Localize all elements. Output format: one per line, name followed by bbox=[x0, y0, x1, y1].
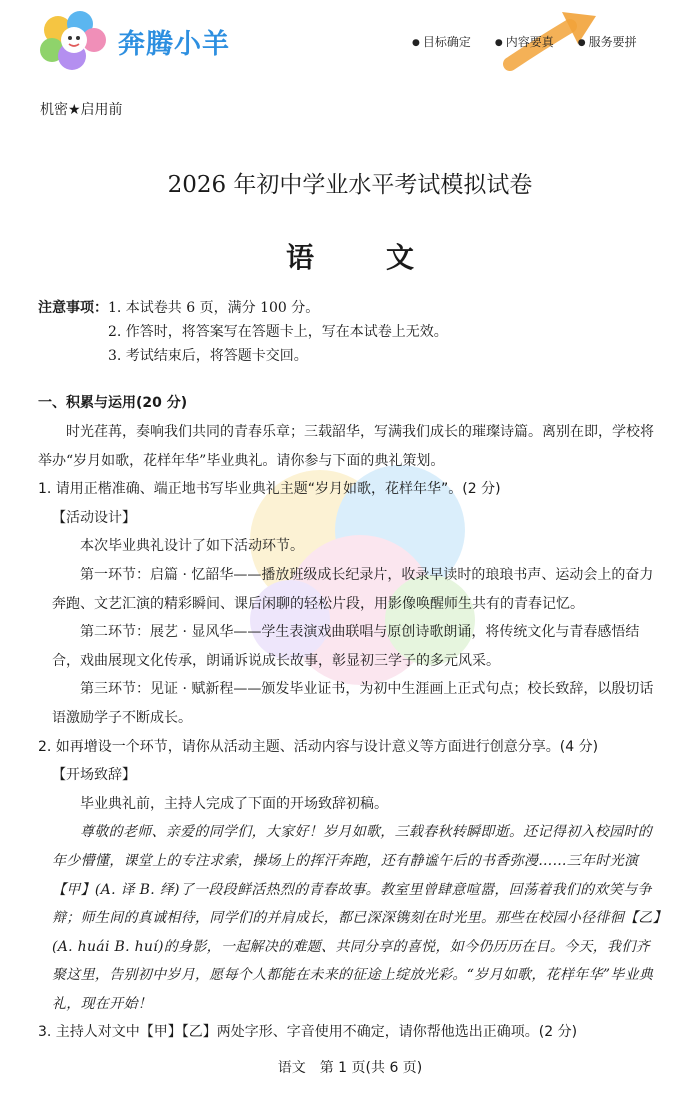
header-tags bbox=[412, 33, 637, 50]
question-1: 1. 请用正楷准确、端正地书写毕业典礼主题“岁月如歌，花样年华”。(2 分) bbox=[38, 481, 501, 498]
activity-item: 第二环节：展艺 · 显风华——学生表演戏曲联唱与原创诗歌朗诵，将传统文化与青春感悟结合，戏曲展现文化传承，朗诵诉说成长故事，彰显初三学子的多元风采。 bbox=[52, 624, 640, 669]
header-tag: ● 内容要真 bbox=[495, 33, 554, 50]
opening-heading: 【开场致辞】 bbox=[52, 767, 136, 784]
activity-item: 第三环节：见证 · 赋新程——颁发毕业证书，为初中生涯画上正式句点；校长致辞，以殷切话语激励学子不断成长。 bbox=[52, 681, 654, 726]
question-2: 2. 如再增设一个环节，请你从活动主题、活动内容与设计意义等方面进行创意分享。(4 分) bbox=[38, 738, 599, 755]
secret-label: 机密★启用前 bbox=[40, 102, 123, 118]
exam-title: 2026 年初中学业水平考试模拟试卷 bbox=[167, 172, 533, 198]
opening-intro: 毕业典礼前，主持人完成了下面的开场致辞初稿。 bbox=[80, 795, 388, 812]
question-3: 3. 主持人对文中【甲】【乙】两处字形、字音使用不确定，请你帮他选出正确项。(2 分) bbox=[38, 1024, 578, 1041]
notes-item: 1. 本试卷共 6 页，满分 100 分。 bbox=[108, 300, 320, 316]
logo-text: 奔腾小羊 bbox=[118, 28, 230, 60]
notes-label: 注意事项： bbox=[38, 300, 108, 316]
notes-item: 3. 考试结束后，将答题卡交回。 bbox=[108, 348, 308, 364]
notes-block bbox=[38, 296, 448, 368]
subject-title: 语文 bbox=[285, 241, 486, 274]
activity-heading: 【活动设计】 bbox=[52, 509, 136, 526]
page-footer: 语文 第 1 页(共 6 页) bbox=[277, 1060, 423, 1076]
opening-speech: 尊敬的老师、亲爱的同学们，大家好！岁月如歌，三载春秋转瞬即逝。还记得初入校园时的年少懵懂，课堂上的专注求索，操场上的挥汗奔跑，还有静谧午后的书香弥漫……三年时光演【甲】(A. 译 B. 绎)了一段段鲜活热烈的青春故事。教室里曾肆意喧嚣，回荡着我们的欢笑与争辩；师生间的真诚相待，同学们的并肩成长，都已深深镌刻在时光里。那些在校园小径徘徊【乙】(A. huái B. huí)的身影，一起解决的难题、共同分享的喜悦，如今仍历历在目。今天，我们齐聚这里，告别初中岁月，愿每个人都能在未来的征途上绽放光彩。“岁月如歌，花样年华”毕业典礼，现在开始！ bbox=[52, 824, 660, 1012]
header-tag: ● 服务要拼 bbox=[578, 33, 637, 50]
activity-intro: 本次毕业典礼设计了如下活动环节。 bbox=[80, 538, 304, 555]
exam-body bbox=[38, 418, 662, 1047]
brand-logo bbox=[36, 8, 230, 74]
intro-paragraph: 时光荏苒，奏响我们共同的青春乐章；三载韶华，写满我们成长的璀璨诗篇。离别在即，学校将举办“岁月如歌，花样年华”毕业典礼。请你参与下面的典礼策划。 bbox=[38, 424, 654, 469]
section-title: 一、积累与运用(20 分) bbox=[38, 395, 188, 411]
header-tag: ● 目标确定 bbox=[412, 33, 471, 50]
notes-item: 2. 作答时，将答案写在答题卡上，写在本试卷上无效。 bbox=[108, 324, 448, 340]
activity-item: 第一环节：启篇 · 忆韶华——播放班级成长纪录片，收录早读时的琅琅书声、运动会上的奋力奔跑、文艺汇演的精彩瞬间、课后闲聊的轻松片段，用影像唤醒师生共有的青春记忆。 bbox=[52, 566, 654, 612]
sheep-logo-icon bbox=[36, 8, 112, 74]
